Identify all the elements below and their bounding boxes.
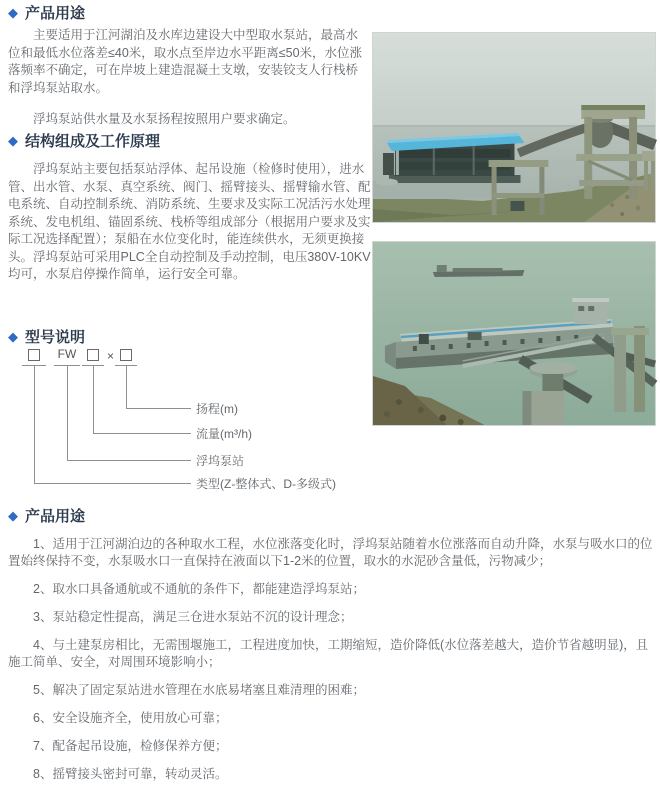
connector-line-type xyxy=(34,366,191,484)
model-series-code: FW xyxy=(54,347,80,366)
feature-item: 1、适用于江河湖泊边的各种取水工程，水位涨落变化时，浮坞泵站随着水位涨落而自动升降，水泵与吸水口的位置始终保持不变，水泵吸水口一直保持在液面以下1-2米的位置，取水的水泥砂含量低，污物减少； xyxy=(8,537,653,568)
section-heading-model-label: 型号说明 xyxy=(25,329,86,346)
feature-item: 8、摇臂接头密封可靠，转动灵活。 xyxy=(33,767,228,781)
usage-top-paragraph-1: 主要适用于江河湖泊及水库边建设大中型取水泵站，最高水位和最低水位落差≤40米，取水点至岸边水平距离≤50米，水位涨落频率不确定，可在岸坡上建造混凝土支墩，安装铰支人行栈桥和浮坞泵站取水。 xyxy=(8,28,363,95)
model-type-box xyxy=(22,347,46,366)
feature-item: 5、解决了固定泵站进水管理在水底易堵塞且难清理的困难； xyxy=(33,683,365,697)
structure-paragraph: 浮坞泵站主要包括泵站浮体、起吊设施（检修时使用），进水管、出水管、水泵、真空系统、阀门、摇臂接头、摇臂输水管、配电系统、自动控制系统、消防系统、生要求及实际工况活污水处理系统、发电机组、锚固系统、栈桥等组成部分（根据用户要求及实际工况选择配置）；泵船在水位变化时，能连续供水，无须更换接头。浮坞泵站可采用PLC全自动控制及手动控制，电压380V-10KV均可，水泵启停操作简单，运行安全可靠。 xyxy=(8,162,371,281)
box-symbol-icon xyxy=(87,349,99,361)
diamond-bullet-icon: ◆ xyxy=(8,508,18,523)
feature-item: 6、安全设施齐全，使用放心可靠； xyxy=(33,711,228,725)
floating-pump-station-photo-2 xyxy=(372,241,656,426)
section-heading-usage-top xyxy=(8,2,85,23)
diagram-label-head: 扬程(m) xyxy=(196,402,238,416)
feature-item: 7、配备起吊设施，检修保养方便； xyxy=(33,739,228,753)
photo-1-illustration xyxy=(373,33,655,222)
floating-pump-station-photo-1 xyxy=(372,32,656,223)
photo-2-illustration xyxy=(373,242,655,425)
diamond-bullet-icon: ◆ xyxy=(8,5,18,20)
diagram-label-flow: 流量(m³/h) xyxy=(196,427,252,441)
diagram-label-type: 类型(Z-整体式、D-多级式) xyxy=(196,477,336,491)
section-heading-features xyxy=(8,505,85,526)
model-head-box xyxy=(115,347,137,366)
model-flow-box xyxy=(82,347,104,366)
box-symbol-icon xyxy=(28,349,40,361)
section-heading-model xyxy=(8,326,85,347)
diamond-bullet-icon: ◆ xyxy=(8,133,18,148)
feature-item: 4、与土建泵房相比，无需围堰施工，工程进度加快，工期缩短，造价降低(水位落差越大，造价节省越明显)，且施工简单、安全，对周围环境影响小； xyxy=(8,638,649,669)
diamond-bullet-icon: ◆ xyxy=(8,329,18,344)
section-heading-structure-label: 结构组成及工作原理 xyxy=(25,133,161,150)
diagram-label-station: 浮坞泵站 xyxy=(196,454,245,468)
box-symbol-icon xyxy=(120,349,132,361)
feature-item: 3、泵站稳定性提高，满足三仓进水泵站不沉的设计理念； xyxy=(33,610,353,624)
section-heading-structure xyxy=(8,130,160,151)
features-list xyxy=(8,536,653,794)
feature-item: 2、取水口具备通航或不通航的条件下，都能建造浮坞泵站； xyxy=(33,582,365,596)
usage-top-paragraph-2: 浮坞泵站供水量及水泵扬程按照用户要求确定。 xyxy=(33,112,296,126)
section-heading-usage-top-label: 产品用途 xyxy=(25,5,86,22)
section-heading-features-label: 产品用途 xyxy=(25,508,86,525)
times-symbol: × xyxy=(107,349,115,363)
